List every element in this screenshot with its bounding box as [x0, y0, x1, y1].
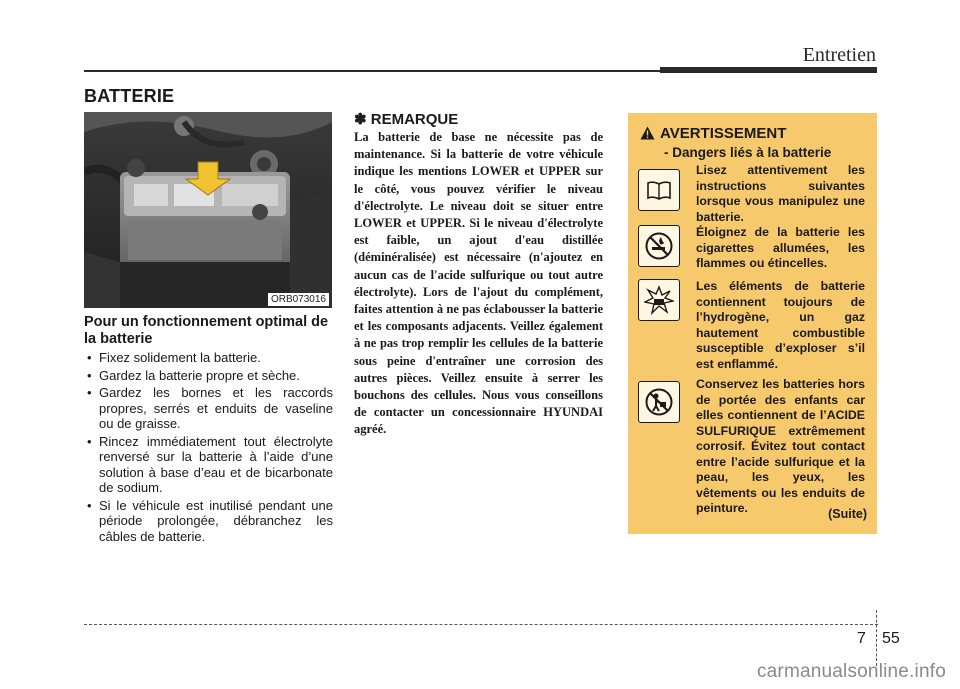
- warning-item: [638, 279, 865, 372]
- list-item: • Gardez la batterie propre et sèche.: [86, 368, 333, 384]
- warning-item-text: Les éléments de batterie contiennent toujours de l’hydrogène, un gaz hautement combustible susceptible d’exploser s’il est enflammé.: [696, 279, 865, 371]
- section-title: BATTERIE: [84, 86, 175, 106]
- warning-item-text: Lisez attentivement les instructions suivantes lorsque vous manipulez une batterie.: [696, 163, 865, 224]
- header-rule-thick: [660, 67, 877, 73]
- warning-item: [638, 377, 865, 517]
- warning-item: [638, 225, 865, 272]
- warning-subtitle: - Dangers liés à la batterie: [664, 145, 832, 160]
- warning-item-text: Éloignez de la batterie les cigarettes allumées, les flammes ou étincelles.: [696, 225, 865, 270]
- page-number: 55: [882, 630, 900, 647]
- header-rule: [84, 70, 660, 72]
- footer-rule: [84, 624, 878, 625]
- continued-label: (Suite): [828, 507, 867, 521]
- battery-photo: [84, 112, 332, 308]
- warning-box: [628, 113, 877, 534]
- chapter-number: 7: [857, 630, 866, 647]
- list-item: • Fixez solidement la batterie.: [86, 350, 333, 366]
- explosion-icon: [638, 279, 680, 321]
- book-icon: [638, 169, 680, 211]
- list-item: • Gardez les bornes et les raccords propres, serrés et enduits de vaseline ou de graisse.: [86, 385, 333, 432]
- list-item: • Rincez immédiatement tout électrolyte renversé sur la batterie à l’aide d’une solution à base d’eau et de bicarbonate de sodium.: [86, 434, 333, 496]
- battery-care-list: [86, 350, 333, 546]
- list-item: • Si le véhicule est inutilisé pendant une période prolongée, débranchez les câbles de batterie.: [86, 498, 333, 545]
- warning-header: [640, 125, 786, 144]
- warning-title: AVERTISSEMENT: [660, 125, 787, 142]
- keep-away-children-icon: [638, 381, 680, 423]
- optimal-operation-heading: Pour un fonctionnement optimal de la batterie: [84, 314, 329, 347]
- photo-caption: ORB073016: [268, 293, 329, 306]
- running-header-title: Entretien: [802, 44, 876, 66]
- remarque-body: La batterie de base ne nécessite pas de maintenance. Si la batterie de votre véhicule indique les mentions LOWER et UPPER sur le côté, vous pouvez vérifier le niveau d'électrolyte. Le niveau doit se situer entre LOWER et UPPER. Si le niveau d'électrolyte est faible, un ajout d'eau distillée (déminéralisée) est nécessaire (n'ajoutez en aucun cas de l'acide sulfurique ou tout autre électrolyte). Lors de l'ajout du complément, faites attention à ne pas éclabousser la batterie et les composants adjacents. Veillez également à ne pas trop remplir les cellules de la batterie sous peine d'entraîner une corrosion des autres pièces. Veillez ensuite à serrer les bouchons des cellules. Nous vous conseillons de contacter un concessionnaire HYUNDAI agréé.: [354, 130, 603, 437]
- footer-divider: [876, 610, 877, 666]
- remarque-title: ✽ REMARQUE: [354, 111, 459, 128]
- watermark: carmanualsonline.info: [756, 661, 946, 682]
- no-smoking-fire-icon: [638, 225, 680, 267]
- warning-triangle-icon: [640, 126, 655, 144]
- warning-item: [638, 163, 865, 225]
- warning-item-text: Conservez les batteries hors de portée des enfants car elles contiennent de l’ACIDE SULFURIQUE extrêmement corrosif. Évitez tout contact entre l’acide sulfurique et la peau, les yeux, les vêtements ou les enduits de peinture.: [696, 377, 865, 515]
